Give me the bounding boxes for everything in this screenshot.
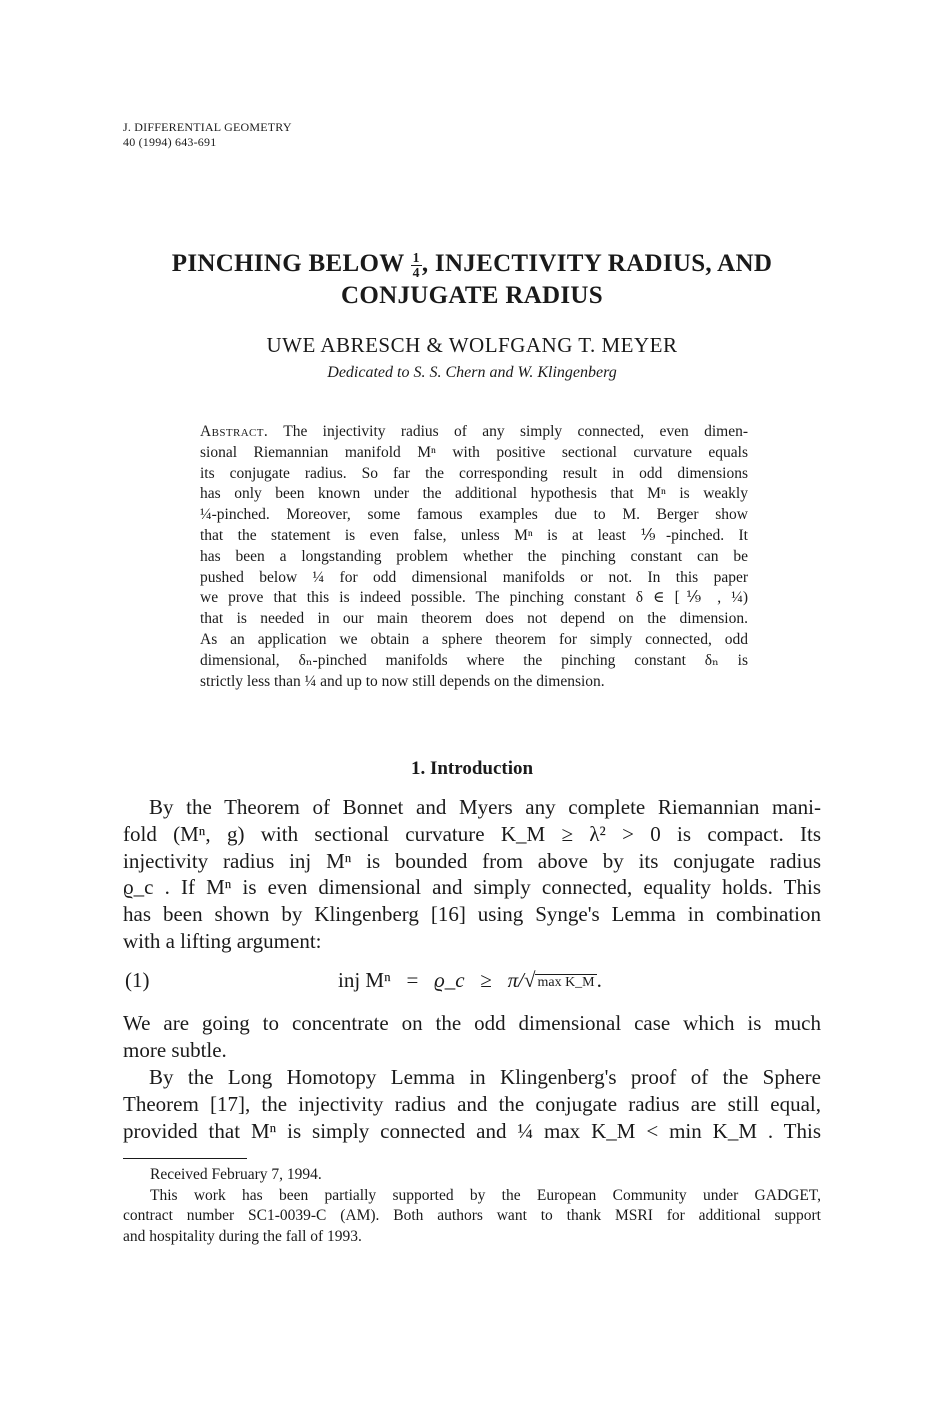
title-part-2: , INJECTIVITY RADIUS, AND: [421, 250, 773, 277]
equation-end: .: [596, 968, 602, 992]
equation-geq: ≥: [480, 968, 492, 992]
title-part-1: PINCHING BELOW: [171, 250, 405, 277]
abstract: [200, 422, 748, 692]
title-fraction-numerator: 1: [412, 250, 420, 266]
journal-header: [123, 120, 292, 150]
body-line: injectivity radius inj Mⁿ is bounded from above by its conjugate radius: [123, 848, 821, 873]
title-fraction-denominator: 4: [412, 264, 420, 280]
dedication: Dedicated to S. S. Chern and W. Klingenberg: [327, 364, 617, 381]
equation-sqrt-content: max K_M: [537, 975, 595, 990]
body-line: ϱ_c . If Mⁿ is even dimensional and simply connected, equality holds. This: [123, 875, 821, 900]
body-line: By the Long Homotopy Lemma in Klingenberg's proof of the Sphere: [149, 1065, 821, 1089]
abstract-line: ¼-pinched. Moreover, some famous examples due to M. Berger show: [200, 506, 748, 524]
title-line-2: CONJUGATE RADIUS: [340, 281, 603, 309]
authors: UWE ABRESCH & WOLFGANG T. MEYER: [266, 333, 678, 357]
footnote-rule: [123, 1158, 247, 1159]
abstract-line: we prove that this is indeed possible. The pinching constant δ ∈ [⅑ , ¼): [200, 589, 748, 607]
body-line: has been shown by Klingenberg [16] using Synge's Lemma in combination: [123, 902, 821, 927]
abstract-line: strictly less than ¼ and up to now still depends on the dimension.: [200, 672, 605, 690]
body-line: fold (Mⁿ, g) with sectional curvature K_M ≥ λ² > 0 is compact. Its: [123, 821, 821, 846]
equation-number: (1): [125, 968, 150, 992]
abstract-line: Abstract. The injectivity radius of any simply connected, even dimen-: [200, 423, 748, 440]
footnotes: [123, 1165, 821, 1247]
footnote-line: contract number SC1-0039-C (AM). Both authors want to thank MSRI for additional support: [123, 1207, 821, 1224]
paragraph-2: [123, 1010, 821, 1064]
equation-lhs: inj Mⁿ: [338, 968, 391, 992]
abstract-line: sional Riemannian manifold Mⁿ with positive sectional curvature equals: [200, 443, 748, 461]
section-heading: [100, 758, 844, 780]
body-line: more subtle.: [123, 1037, 227, 1062]
abstract-line: that is needed in our main theorem does not depend on the dimension.: [200, 610, 748, 628]
abstract-line: has only been known under the additional hypothesis that Mⁿ is weakly: [200, 485, 748, 503]
volume-pages: 40 (1994) 643-691: [123, 135, 217, 149]
body-line: By the Theorem of Bonnet and Myers any complete Riemannian mani-: [149, 795, 821, 819]
abstract-line: its conjugate radius. So far the corresponding result in odd dimensions: [200, 464, 748, 482]
abstract-label: Abstract.: [200, 423, 269, 440]
title-line-1: [100, 248, 844, 280]
equation-mid: ϱ_c: [434, 968, 465, 992]
body-line: provided that Mⁿ is simply connected and ¼ max K_M < min K_M . This: [123, 1118, 821, 1143]
body-line: We are going to concentrate on the odd dimensional case which is much: [123, 1011, 821, 1035]
paragraph-1: [123, 794, 821, 955]
equation-equals: =: [406, 968, 419, 992]
paragraph-3: [123, 1064, 821, 1144]
abstract-line: that the statement is even false, unless Mⁿ is at least ⅑-pinched. It: [200, 526, 748, 544]
paper-title: [100, 248, 844, 311]
equation-body: inj Mⁿ = ϱ_c ≥ π/√ max K_M.: [338, 968, 602, 992]
abstract-line: has been a longstanding problem whether the pinching constant can be: [200, 547, 748, 565]
footnote-line: and hospitality during the fall of 1993.: [123, 1227, 362, 1245]
body-line: Theorem [17], the injectivity radius and the conjugate radius are still equal,: [123, 1091, 821, 1116]
section-title: Introduction: [429, 758, 534, 779]
abstract-line: dimensional, δₙ-pinched manifolds where the pinching constant δₙ is: [200, 651, 748, 669]
journal-name: J. DIFFERENTIAL GEOMETRY: [123, 120, 292, 134]
section-number: 1.: [410, 758, 426, 779]
equation-rhs: π/: [507, 968, 524, 992]
footnote-line: This work has been partially supported by the European Community under GADGET,: [150, 1186, 821, 1204]
abstract-line: pushed below ¼ for odd dimensional manifolds or not. In this paper: [200, 568, 748, 586]
footnote-line: Received February 7, 1994.: [150, 1166, 322, 1183]
abstract-line: As an application we obtain a sphere theorem for simply connected, odd: [200, 630, 748, 648]
body-line: with a lifting argument:: [123, 928, 322, 953]
title-fraction: [411, 251, 422, 280]
